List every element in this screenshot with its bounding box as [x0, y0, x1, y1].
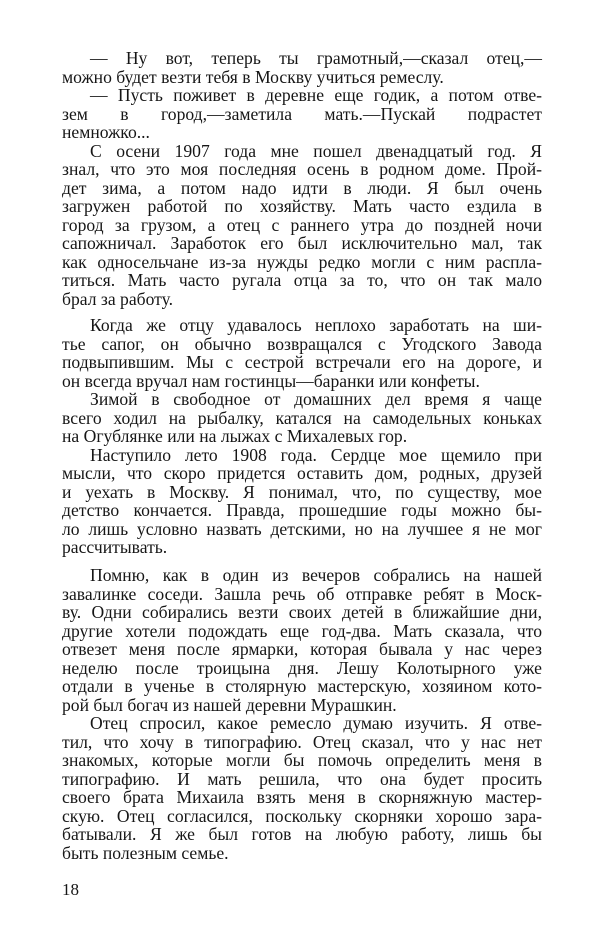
text-line: своего брата Михаила взять меня в скорняжную мастер- [62, 787, 542, 807]
text-line: неделю после троицына дня. Лешу Колотырного уже [62, 657, 542, 678]
text-line: рой был богач из нашей деревни Мурашкин. [62, 694, 397, 715]
text-line: типографию. И мать решила, что она будет просить [62, 768, 542, 789]
text-line: знал, что это моя последняя осень в родном доме. Прой- [62, 159, 542, 179]
text-block-2 [62, 316, 542, 557]
paragraph [62, 86, 542, 142]
text-line: подвыпившим. Мы с сестрой встречали его на дороге, и [62, 352, 542, 372]
text-line: другие хотели подождать еще год-два. Мать сказала, что [62, 620, 542, 641]
text-line: и уехать в Москву. Я понимал, что, по существу, мое [62, 481, 542, 502]
paragraph [62, 446, 542, 557]
text-line: завалинке соседи. Зашла речь об отправке ребят в Моск- [62, 583, 542, 604]
paragraph [62, 390, 542, 446]
text-block-1 [62, 49, 542, 308]
text-line: на Огублянке или на лыжах с Михалевых гор. [62, 426, 408, 446]
text-line: отвезет меня после ярмарки, которая бывала у нас через [62, 639, 542, 659]
text-line: тье сапог, он обычно возвращался с Угодского Завода [62, 333, 542, 354]
text-line: можно будет везти тебя в Москву учиться ремеслу. [62, 66, 444, 87]
text-line: отдали в ученье в столярную мастерскую, хозяином кото- [62, 676, 542, 696]
text-line: всего ходил на рыбалку, катался на самодельных коньках [62, 407, 542, 428]
text-line: Когда же отцу удавалось неплохо заработать на ши- [90, 315, 542, 335]
text-line: ло лишь условно назвать детскими, но на лучшее я не мог [62, 518, 542, 539]
text-line: ву. Одни собирались везти своих детей в ближайшие дни, [62, 602, 542, 622]
text-line: — Ну вот, теперь ты грамотный,—сказал отец,— [90, 48, 542, 68]
paragraph [62, 49, 542, 86]
text-block-3 [62, 566, 542, 862]
text-line: он всегда вручал нам гостинцы—баранки или конфеты. [62, 370, 480, 391]
text-line: знакомых, которые могли бы помочь определить меня в [62, 750, 542, 770]
text-line: брал за работу. [62, 288, 174, 309]
paragraph [62, 566, 542, 714]
paragraph [62, 316, 542, 390]
text-line: Отец спросил, какое ремесло думаю изучить. Я отве- [90, 713, 542, 733]
text-line: Зимой в свободное от домашних дел время я чаще [90, 389, 542, 409]
text-line: — Пусть поживет в деревне еще годик, а потом отве- [90, 85, 542, 105]
text-line: сапожничал. Заработок его был исключительно мал, так [62, 233, 542, 253]
text-line: дет зима, а потом надо идти в люди. Я был очень [62, 177, 542, 198]
text-line: рассчитывать. [62, 537, 168, 557]
text-line: детство кончается. Правда, прошедшие годы можно бы- [62, 500, 542, 520]
text-line: быть полезным семье. [62, 842, 229, 863]
text-line: скую. Отец согласился, поскольку скорняки хорошо зара- [62, 805, 542, 826]
paragraph [62, 714, 542, 862]
text-line: мысли, что скоро придется оставить дом, родных, друзей [62, 463, 542, 483]
text-line: Наступило лето 1908 года. Сердце мое щемило при [90, 444, 542, 465]
text-line: С осени 1907 года мне пошел двенадцатый год. Я [90, 140, 542, 161]
text-line: город за грузом, а отец с раннего утра до поздней ночи [62, 214, 542, 235]
text-line: батывали. Я же был готов на любую работу, лишь бы [62, 824, 542, 844]
text-line: зем в город,—заметила мать.—Пускай подрастет [62, 103, 542, 124]
text-line: Помню, как в один из вечеров собрались на нашей [90, 565, 542, 585]
paragraph [62, 142, 542, 309]
text-line: как односельчане из-за нужды редко могли с ним распла- [62, 251, 542, 272]
page-number: 18 [62, 880, 79, 899]
text-line: тил, что хочу в типографию. Отец сказал, что у нас нет [62, 731, 542, 752]
text-line: немножко... [62, 122, 150, 142]
text-line: загружен работой по хозяйству. Мать часто ездила в [62, 196, 542, 216]
text-line: титься. Мать часто ругала отца за то, что он так мало [62, 270, 542, 290]
